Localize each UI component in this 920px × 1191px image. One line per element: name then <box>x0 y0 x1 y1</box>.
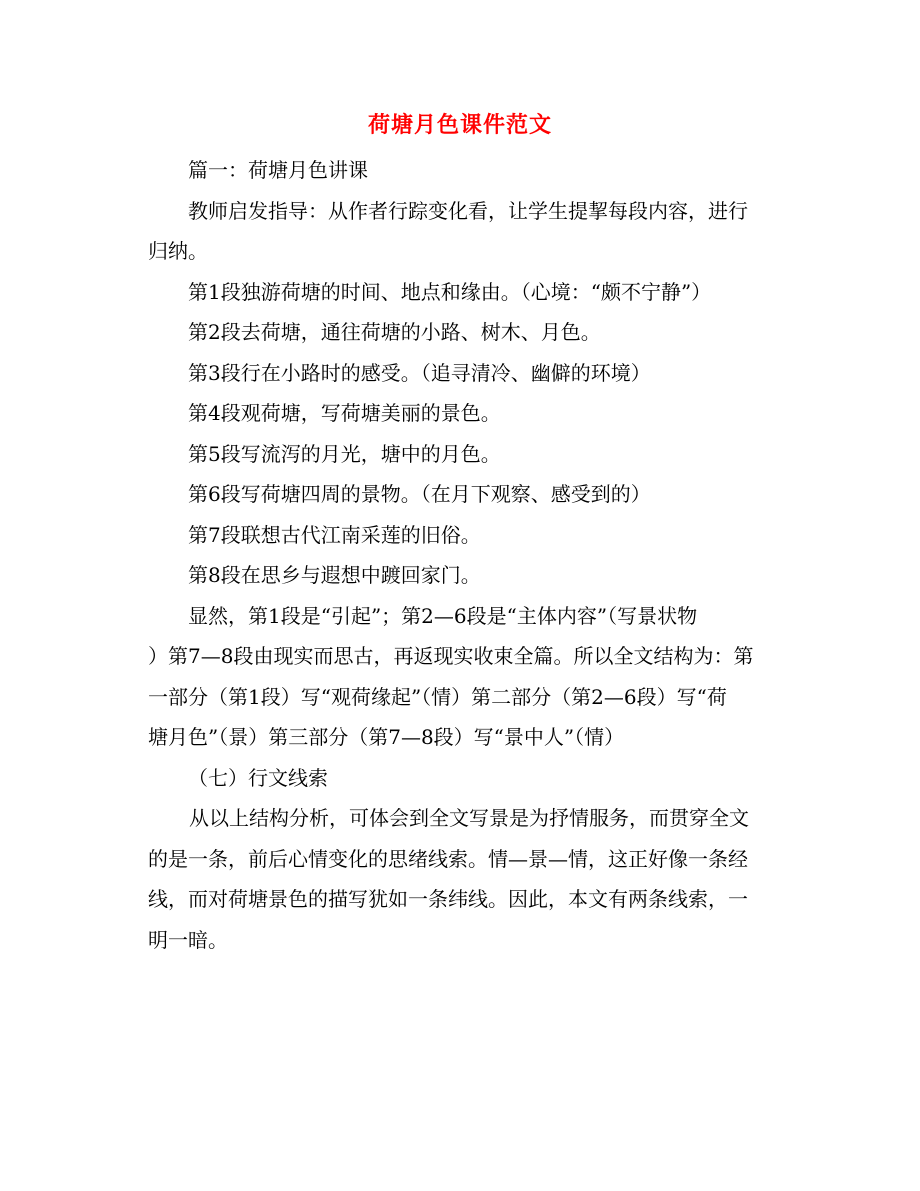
paragraph-line: 的是一条，前后心情变化的思绪线索。情—景—情，这正好像一条经 <box>148 847 748 871</box>
paragraph-line: 显然，第1段是“引起”；第2—6段是“主体内容”（写景状物 <box>188 604 698 628</box>
list-item: 第1段独游荷塘的时间、地点和缘由。（心境：“颇不宁静”） <box>188 280 712 304</box>
document-title: 荷塘月色课件范文 <box>367 112 552 138</box>
section-heading: 篇一：荷塘月色讲课 <box>188 158 368 182</box>
paragraph-line: ）第7—8段由现实而思古，再返现实收束全篇。所以全文结构为：第 <box>148 644 754 668</box>
paragraph-line: 教师启发指导：从作者行踪变化看，让学生提挈每段内容，进行 <box>188 199 748 223</box>
paragraph-line: 一部分（第1段）写“观荷缘起”（情）第二部分（第2—6段）写“荷 <box>148 685 727 709</box>
paragraph-line: 明一暗。 <box>148 928 228 952</box>
list-item: 第3段行在小路时的感受。（追寻清冷、幽僻的环境） <box>188 361 651 385</box>
paragraph-line: 归纳。 <box>148 239 208 263</box>
list-item: 第8段在思乡与遐想中踱回家门。 <box>188 563 481 587</box>
section-heading: （七）行文线索 <box>188 766 328 790</box>
list-item: 第2段去荷塘，通往荷塘的小路、树木、月色。 <box>188 320 601 344</box>
list-item: 第4段观荷塘，写荷塘美丽的景色。 <box>188 401 501 425</box>
list-item: 第7段联想古代江南采莲的旧俗。 <box>188 523 481 547</box>
paragraph-line: 从以上结构分析，可体会到全文写景是为抒情服务，而贯穿全文 <box>189 806 749 830</box>
list-item: 第5段写流泻的月光，塘中的月色。 <box>188 442 501 466</box>
paragraph-line: 线，而对荷塘景色的描写犹如一条纬线。因此，本文有两条线索，一 <box>148 887 748 911</box>
paragraph-line: 塘月色”（景）第三部分（第7—8段）写“景中人”（情） <box>148 725 625 749</box>
list-item: 第6段写荷塘四周的景物。（在月下观察、感受到的） <box>188 482 651 506</box>
